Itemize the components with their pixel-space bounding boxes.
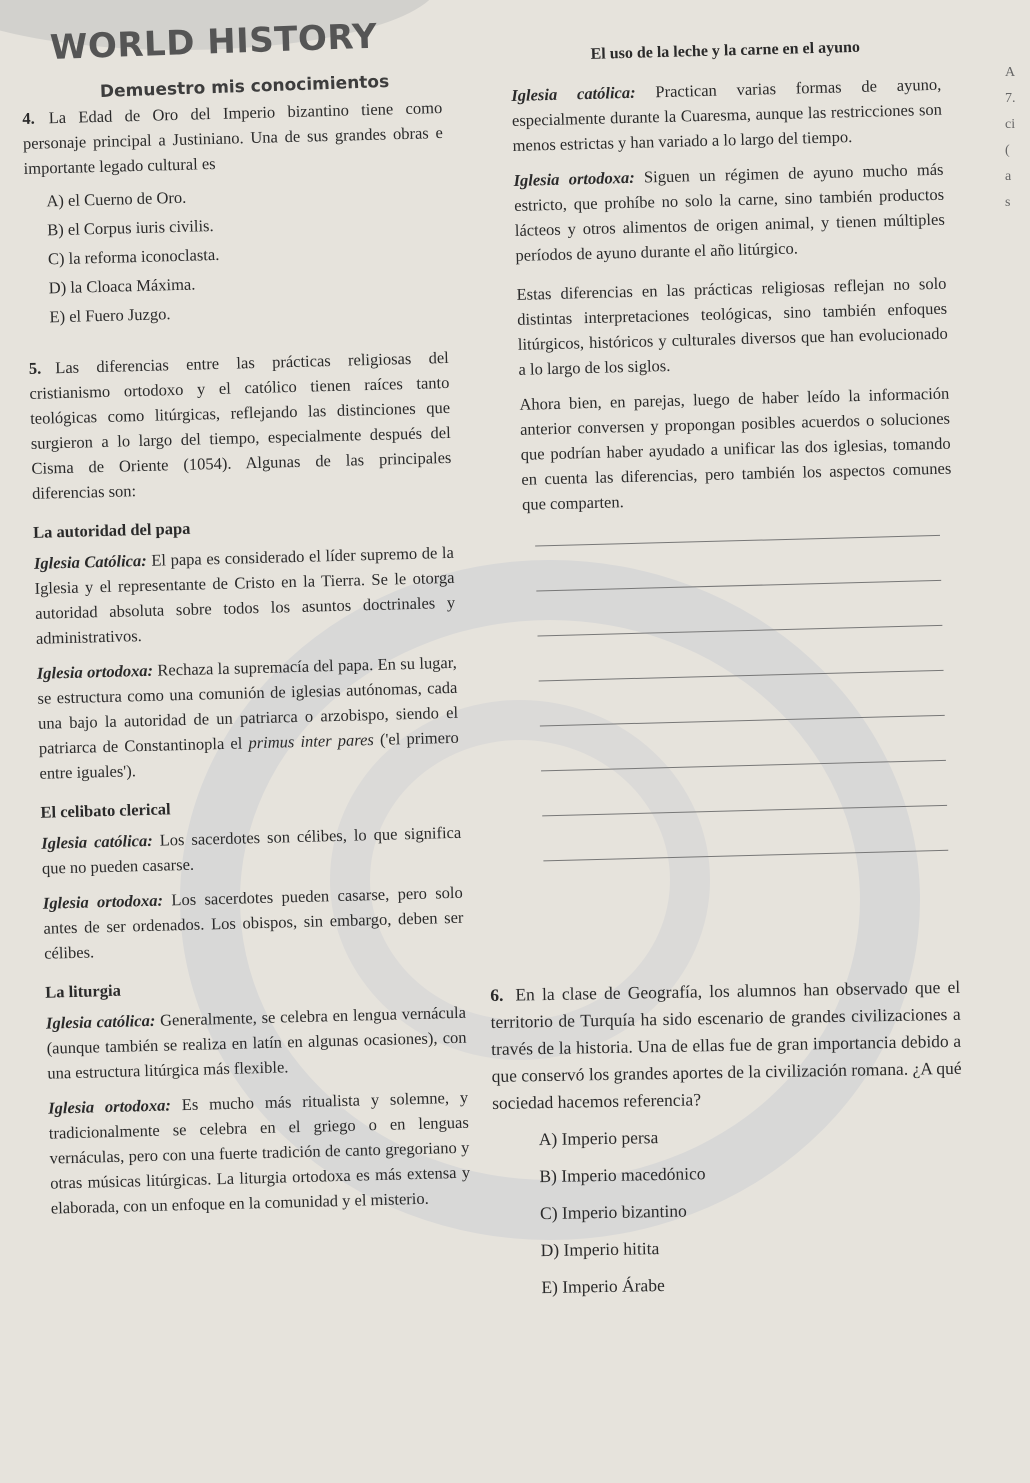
ayuno-catolica: Iglesia católica: Practican varias formas de ayuno, especialmente durante la Cuaresma, aunque las restricciones son menos estrictas y han variado a lo largo del tiempo. <box>511 74 943 155</box>
answer-line[interactable] <box>537 624 942 637</box>
answer-lines <box>523 534 961 862</box>
option-e[interactable]: E) el Fuero Juzgo. <box>49 304 171 327</box>
option-a[interactable]: A) Imperio persa <box>538 1127 659 1150</box>
answer-line[interactable] <box>540 714 945 727</box>
q4-options <box>46 178 448 329</box>
question-5 <box>29 345 453 506</box>
liturgia-ortodoxa: Iglesia ortodoxa: Es mucho más ritualista y solemne, y tradicionalmente se celebra en el griego o en lenguas vernáculas, pero con una fuerte tradición de canto gregoriano y otras músicas litúrgicas. La liturgia ortodoxa es más extensa y elaborada, con un enfoque en la comunidad y el misterio. <box>47 1087 471 1218</box>
subheading-ayuno: El uso de la leche y la carne en el ayuno <box>590 38 861 63</box>
question-number: 5. <box>28 358 42 378</box>
q6-options <box>539 1119 966 1301</box>
subheading-celibato: El celibato clerical <box>40 799 171 822</box>
answer-line[interactable] <box>536 579 941 592</box>
answer-line[interactable] <box>542 804 947 817</box>
option-e[interactable]: E) Imperio Árabe <box>541 1274 665 1298</box>
question-6 <box>490 974 966 1314</box>
celibato-catolica: Iglesia católica: Los sacerdotes son célibes, lo que significa que no pueden casarse. <box>41 822 462 878</box>
option-d[interactable]: D) Imperio hitita <box>540 1238 660 1261</box>
papa-catolica: Iglesia Católica: El papa es considerado el líder supremo de la Iglesia y el representante de Cristo en la Tierra. Se le otorga autoridad absoluta sobre todos los asuntos doctrinales y administrativos. <box>33 542 456 648</box>
page-header-title: WORLD HISTORY <box>49 16 378 68</box>
ayuno-ortodoxa: Iglesia ortodoxa: Siguen un régimen de ayuno mucho más estricto, que prohíbe no solo la carne, sino también productos lácteos y otros alimentos de origen animal, y tienen múltiples períodos de ayuno durante el año litúrgico. <box>513 159 945 265</box>
option-b[interactable]: B) el Corpus iuris civilis. <box>47 216 214 240</box>
task-paragraph: Ahora bien, en parejas, luego de haber leído la información anterior conversen y propongan posibles acuerdos o soluciones que podrían haber ayudado a unificar las dos iglesias, tomando en cuenta las diferencias, pero también los aspectos comunes que comparten. <box>519 383 952 514</box>
conclusion-paragraph: Estas diferencias en las prácticas religiosas reflejan no solo distintas interpretaciones teológicas, sino también enfoques litúrgicos, históricos y culturales diversos que han evolucionado a lo largo de los siglos. <box>516 273 948 379</box>
answer-line[interactable] <box>535 534 940 547</box>
option-c[interactable]: C) la reforma iconoclasta. <box>47 244 220 269</box>
question-number: 4. <box>22 108 35 128</box>
next-page-margin: A 7. ci ( a s <box>1005 65 1016 210</box>
question-text: En la clase de Geografía, los alumnos han observado que el territorio de Turquía ha sido escenario de grandes civilizaciones a través de la historia. Una de ellas fue de gran importancia debido a que conservó los grandes aportes de la civilización romana. ¿A qué sociedad hacemos referencia? <box>490 976 962 1113</box>
option-d[interactable]: D) la Cloaca Máxima. <box>48 274 196 298</box>
left-column <box>22 95 471 1231</box>
liturgia-catolica: Iglesia católica: Generalmente, se celebra en lengua vernácula (aunque también se realiza en latín en algunas ocasiones), con una estructura litúrgica más flexible. <box>45 1002 467 1083</box>
papa-ortodoxa: Iglesia ortodoxa: Rechaza la supremacía del papa. En su lugar, se estructura como una comunión de iglesias autónomas, cada una bajo la autoridad de un patriarca o arzobispo, siendo el patriarca de Constantinopla el primus inter pares ('el primero entre iguales'). <box>36 652 459 783</box>
option-c[interactable]: C) Imperio bizantino <box>539 1200 687 1224</box>
answer-line[interactable] <box>543 849 948 862</box>
subheading-liturgia: La liturgia <box>44 980 122 1002</box>
question-text: La Edad de Oro del Imperio bizantino tiene como personaje principal a Justiniano. Una de sus grandes obras e importante legado cultural es <box>22 98 444 178</box>
answer-line[interactable] <box>539 669 944 682</box>
question-text: Las diferencias entre las prácticas religiosas del cristianismo ortodoxo y el católico tienen raíces tanto teológicas como litúrgicas, reflejando las distinciones que surgieron a lo largo del tiempo, especialmente después del Cisma de Oriente (1054). Algunas de las principales diferencias son: <box>29 347 452 503</box>
celibato-ortodoxa: Iglesia ortodoxa: Los sacerdotes pueden casarse, pero solo antes de ser ordenados. Los obispos, sin embargo, deben ser célibes. <box>42 882 464 963</box>
question-4 <box>22 95 444 181</box>
question-number: 6. <box>490 984 504 1005</box>
option-a[interactable]: A) el Cuerno de Oro. <box>46 187 187 211</box>
section-title: Demuestro mis conocimientos <box>99 71 390 102</box>
option-b[interactable]: B) Imperio macedónico <box>539 1163 706 1187</box>
subheading-papa: La autoridad del papa <box>32 518 191 542</box>
right-column <box>510 33 962 905</box>
answer-line[interactable] <box>541 759 946 772</box>
